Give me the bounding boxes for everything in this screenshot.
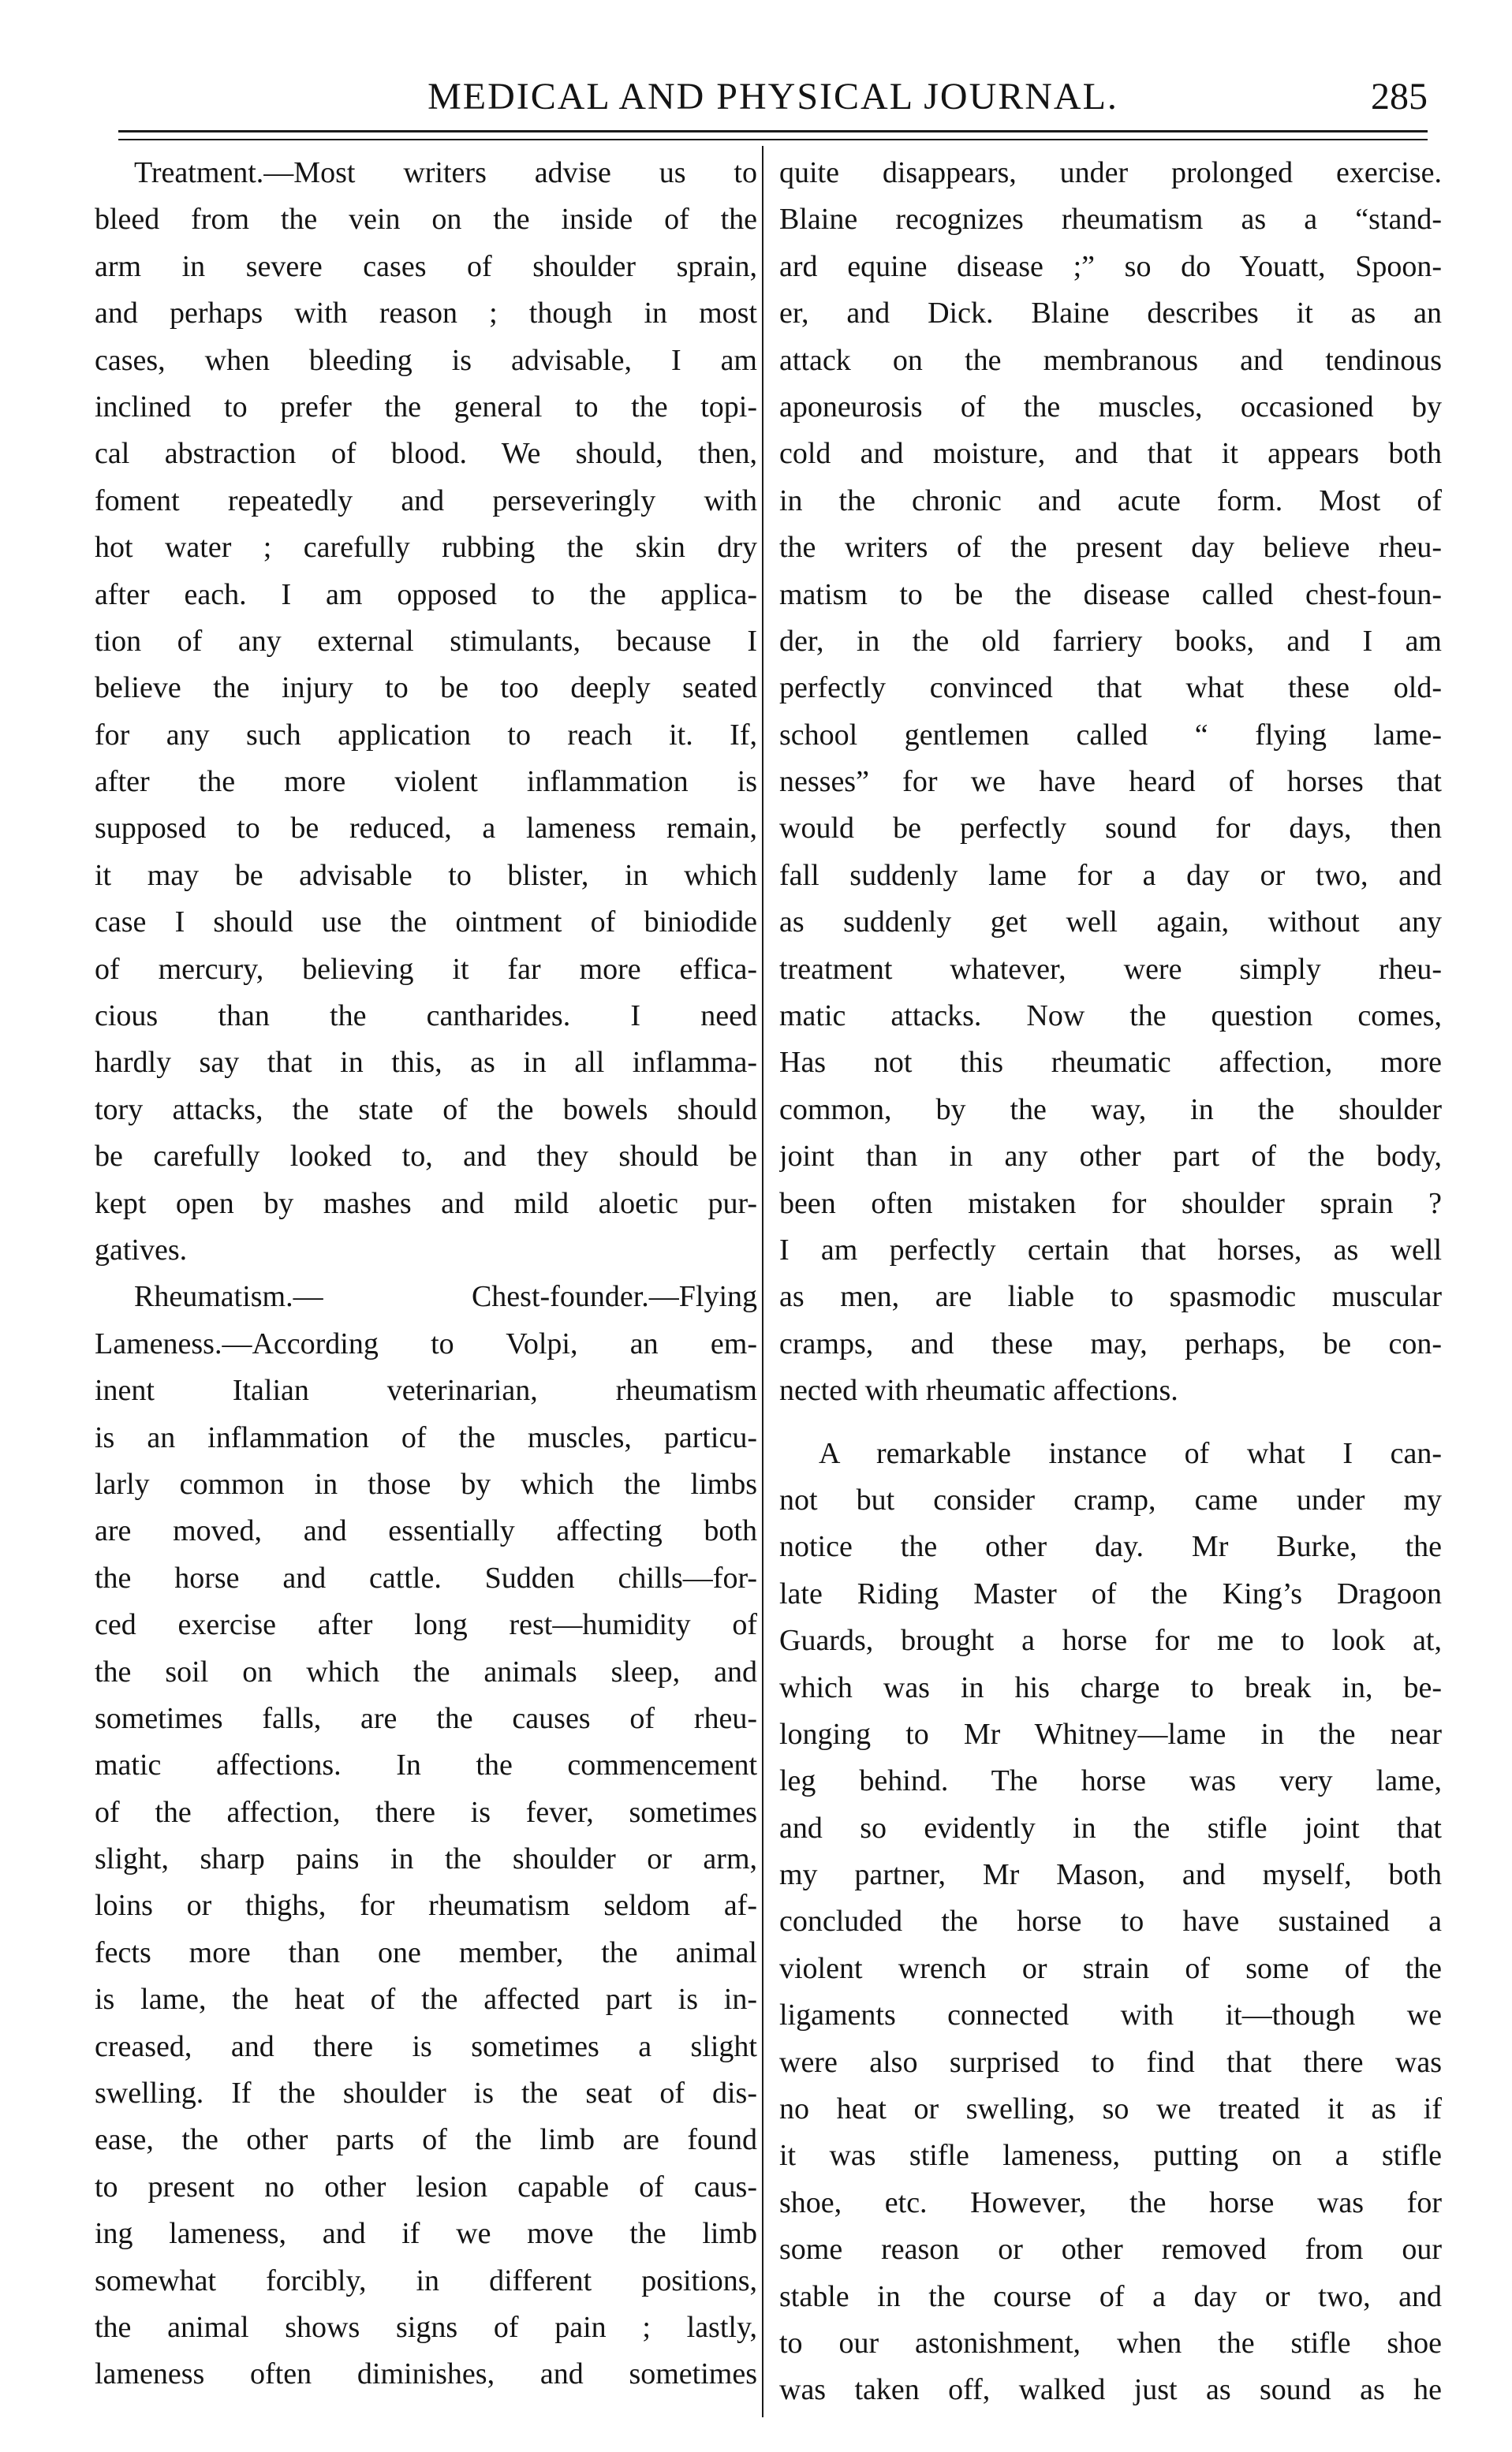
text-line: hardly say that in this, as in all inflamma- [95,1046,757,1080]
text-line: bleed from the vein on the inside of the [95,203,757,237]
text-line: slight, sharp pains in the shoulder or arm, [95,1842,757,1876]
text-line: Has not this rheumatic affection, more [779,1046,1442,1080]
text-line: stable in the course of a day or two, and [779,2279,1442,2313]
text-line: gatives. [95,1233,188,1267]
text-line: some reason or other removed from our [779,2233,1442,2267]
text-line: not but consider cramp, came under my [779,1483,1442,1517]
text-line: ced exercise after long rest—humidity of [95,1608,757,1642]
text-line: it may be advisable to blister, in which [95,858,757,892]
text-line: sometimes falls, are the causes of rheu- [95,1701,757,1735]
text-line: in the chronic and acute form. Most of [779,483,1442,517]
paragraph-gap [779,1415,1442,1431]
text-line: case I should use the ointment of biniodide [95,905,757,939]
text-line: somewhat forcibly, in different positions, [95,2264,757,2297]
text-line: as suddenly get well again, without any [779,905,1442,939]
text-line: tory attacks, the state of the bowels should [95,1092,757,1126]
text-line: inent Italian veterinarian, rheumatism [95,1374,757,1408]
text-line: the animal shows signs of pain ; lastly, [95,2310,757,2344]
text-line: I am perfectly certain that horses, as well [779,1233,1442,1267]
text-line: Treatment.—Most writers advise us to [134,156,757,189]
text-line: would be perfectly sound for days, then [779,812,1442,845]
header-rule-thin [118,139,1428,140]
text-line: fects more than one member, the animal [95,1935,757,1969]
text-line: for any such application to reach it. If, [95,718,757,752]
text-line: it was stifle lameness, putting on a stifle [779,2139,1442,2173]
text-line: was taken off, walked just as sound as he [779,2373,1442,2407]
text-line: creased, and there is sometimes a slight [95,2029,757,2063]
text-line: longing to Mr Whitney—lame in the near [779,1717,1442,1751]
text-line: larly common in those by which the limbs [95,1467,757,1501]
text-line: are moved, and essentially affecting both [95,1514,757,1548]
text-line: to our astonishment, when the stifle shoe [779,2326,1442,2360]
text-line: matic affections. In the commencement [95,1748,757,1782]
text-line: the writers of the present day believe rheu- [779,531,1442,565]
text-line: my partner, Mr Mason, and myself, both [779,1858,1442,1892]
text-line: of mercury, believing it far more effica- [95,952,757,986]
text-line: common, by the way, in the shoulder [779,1092,1442,1126]
text-line: loins or thighs, for rheumatism seldom af- [95,1889,757,1923]
text-line: nesses” for we have heard of horses that [779,765,1442,799]
text-line: inclined to prefer the general to the topi- [95,390,757,424]
text-line: shoe, etc. However, the horse was for [779,2185,1442,2219]
text-line: after each. I am opposed to the applica- [95,577,757,611]
text-line: cal abstraction of blood. We should, then, [95,437,757,471]
text-line: swelling. If the shoulder is the seat of dis- [95,2077,757,2111]
text-line: arm in severe cases of shoulder sprain, [95,249,757,283]
text-line: aponeurosis of the muscles, occasioned by [779,390,1442,424]
text-line: no heat or swelling, so we treated it as if [779,2092,1442,2126]
text-line: cases, when bleeding is advisable, I am [95,343,757,377]
text-line: ease, the other parts of the limb are found [95,2123,757,2157]
text-line: foment repeatedly and perseveringly with [95,483,757,517]
text-line: ing lameness, and if we move the limb [95,2217,757,2251]
text-line: er, and Dick. Blaine describes it as an [779,297,1442,330]
text-line: der, in the old farriery books, and I am [779,624,1442,658]
text-line: supposed to be reduced, a lameness remain, [95,812,757,845]
text-line: Lameness.—According to Volpi, an em- [95,1327,757,1360]
text-line: be carefully looked to, and they should be [95,1140,757,1174]
text-line: joint than in any other part of the body, [779,1140,1442,1174]
text-line: as men, are liable to spasmodic muscular [779,1280,1442,1314]
text-line: nected with rheumatic affections. [779,1374,1178,1408]
text-line: been often mistaken for shoulder sprain ? [779,1186,1442,1220]
text-line: perfectly convinced that what these old- [779,671,1442,705]
text-line: notice the other day. Mr Burke, the [779,1530,1442,1564]
text-line: cold and moisture, and that it appears both [779,437,1442,471]
text-line: is an inflammation of the muscles, particu- [95,1420,757,1454]
text-line: ligaments connected with it—though we [779,1999,1442,2032]
text-line: the horse and cattle. Sudden chills—for- [95,1561,757,1595]
text-line: hot water ; carefully rubbing the skin dry [95,531,757,565]
page-number: 285 [1371,76,1428,118]
text-line: after the more violent inflammation is [95,765,757,799]
text-line: Guards, brought a horse for me to look at, [779,1624,1442,1658]
running-title: MEDICAL AND PHYSICAL JOURNAL. [427,76,1118,118]
text-line: violent wrench or strain of some of the [779,1951,1442,1985]
text-line: quite disappears, under prolonged exercise. [779,156,1442,189]
column-divider [762,146,763,2417]
text-line: fall suddenly lame for a day or two, and [779,858,1442,892]
text-line: kept open by mashes and mild aloetic pur- [95,1186,757,1220]
text-line: the soil on which the animals sleep, and [95,1655,757,1689]
text-line: school gentlemen called “ flying lame- [779,718,1442,752]
text-line: and perhaps with reason ; though in most [95,297,757,330]
header-rule [118,130,1428,132]
text-line: were also surprised to find that there was [779,2045,1442,2079]
text-line: late Riding Master of the King’s Dragoon [779,1577,1442,1610]
text-line: Rheumatism.— Chest-founder.—Flying [134,1280,757,1314]
text-line: Blaine recognizes rheumatism as a “stand- [779,203,1442,237]
text-line: concluded the horse to have sustained a [779,1905,1442,1939]
text-line: to present no other lesion capable of caus- [95,2170,757,2204]
text-line: attack on the membranous and tendinous [779,343,1442,377]
text-line: which was in his charge to break in, be- [779,1670,1442,1704]
text-line: matic attacks. Now the question comes, [779,999,1442,1033]
right-column [779,150,1442,2414]
text-line: lameness often diminishes, and sometimes [95,2357,757,2391]
text-line: is lame, the heat of the affected part is in- [95,1983,757,2017]
text-line: cious than the cantharides. I need [95,999,757,1033]
text-line: tion of any external stimulants, because I [95,624,757,658]
text-line: ard equine disease ;” so do Youatt, Spoon- [779,249,1442,283]
text-line: and so evidently in the stifle joint that [779,1811,1442,1845]
text-line: matism to be the disease called chest-foun- [779,577,1442,611]
text-line: treatment whatever, were simply rheu- [779,952,1442,986]
left-column [95,150,757,2398]
text-line: of the affection, there is fever, sometimes [95,1795,757,1829]
text-line: cramps, and these may, perhaps, be con- [779,1327,1442,1360]
running-head [118,69,1428,125]
text-line: leg behind. The horse was very lame, [779,1764,1442,1798]
text-line: A remarkable instance of what I can- [819,1436,1442,1470]
text-line: believe the injury to be too deeply seated [95,671,757,705]
